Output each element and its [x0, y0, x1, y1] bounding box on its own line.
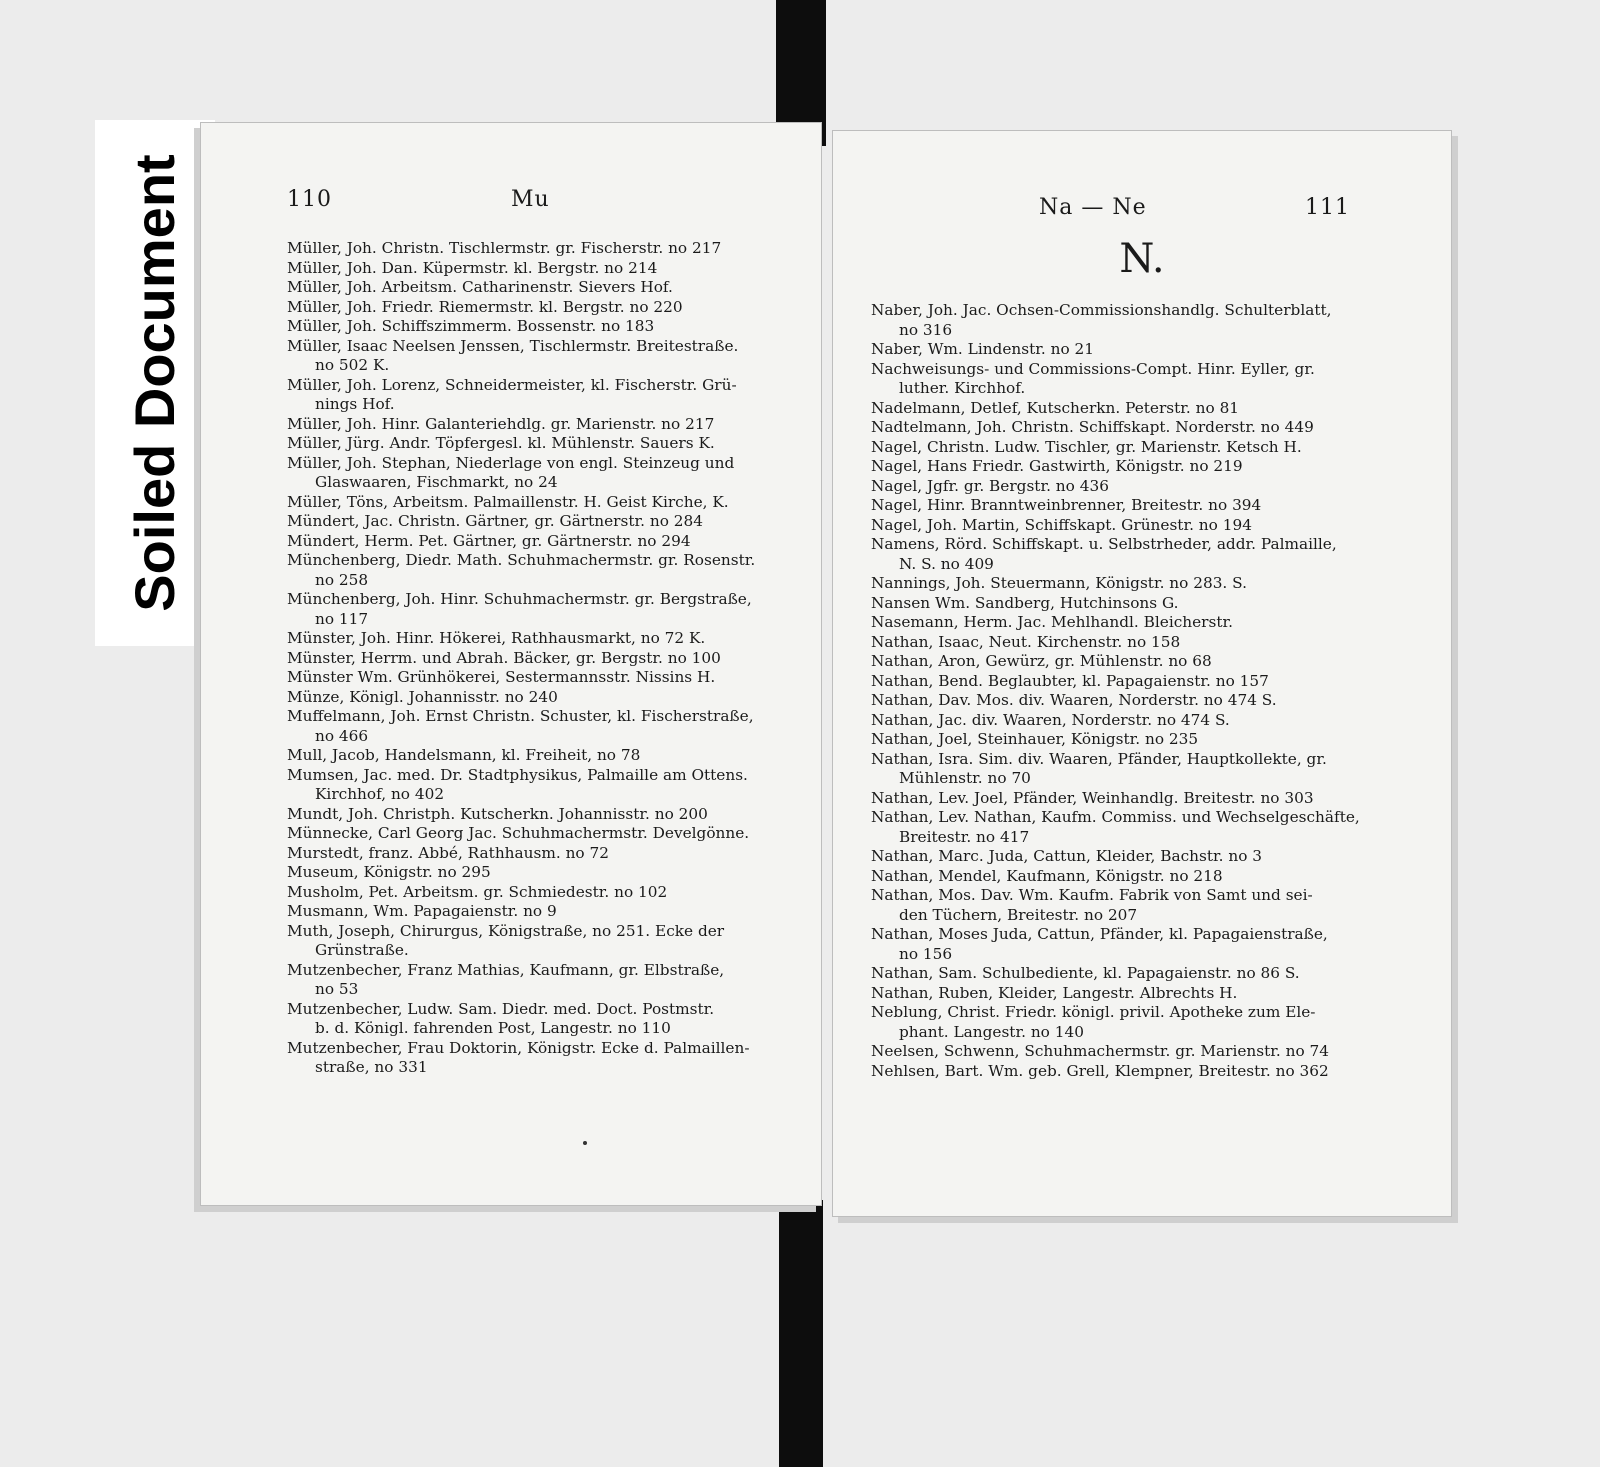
entry-line: Naber, Wm. Lindenstr. no 21 — [871, 340, 1094, 358]
entry-line: Müller, Töns, Arbeitsm. Palmaillenstr. H. Geist Kirche, K. — [287, 492, 729, 511]
directory-entry — [287, 688, 787, 708]
entry-line: Müller, Joh. Hinr. Galanteriehdlg. gr. Marienstr. no 217 — [287, 414, 715, 433]
directory-entry — [287, 844, 787, 864]
directory-entry — [871, 1003, 1371, 1042]
directory-entry — [287, 239, 787, 259]
directory-entry — [871, 691, 1371, 711]
directory-entry — [871, 438, 1371, 458]
entry-line: Nathan, Moses Juda, Cattun, Pfänder, kl. Papagaienstraße, — [871, 925, 1328, 943]
entry-line: Müller, Isaac Neelsen Jenssen, Tischlermstr. Breitestraße. — [287, 336, 739, 355]
directory-entry — [287, 863, 787, 883]
directory-entry — [871, 730, 1371, 750]
directory-entry — [871, 867, 1371, 887]
directory-entry — [871, 789, 1371, 809]
directory-entry — [871, 613, 1371, 633]
directory-entry — [871, 516, 1371, 536]
entry-line: Nadtelmann, Joh. Christn. Schiffskapt. Norderstr. no 449 — [871, 418, 1314, 436]
binding-strip-bottom — [779, 1200, 823, 1467]
soiled-document-stamp — [95, 120, 215, 646]
directory-entry — [871, 457, 1371, 477]
directory-entry — [871, 418, 1371, 438]
directory-entry — [287, 317, 787, 337]
entry-line: Mutzenbecher, Ludw. Sam. Diedr. med. Doct. Postmstr. — [287, 999, 715, 1018]
entry-continuation: no 117 — [315, 609, 369, 628]
entry-line: Nathan, Lev. Nathan, Kaufm. Commiss. und Wechselgeschäfte, — [871, 808, 1360, 826]
directory-entry — [871, 750, 1371, 789]
entry-continuation: no 316 — [899, 320, 953, 339]
entry-line: Nathan, Isaac, Neut. Kirchenstr. no 158 — [871, 632, 1181, 651]
entry-line: Naber, Joh. Jac. Ochsen-Commissionshandlg. Schulterblatt, — [871, 301, 1332, 319]
entry-line: Nathan, Ruben, Kleider, Langestr. Albrechts H. — [871, 983, 1238, 1002]
entry-continuation: no 53 — [315, 980, 359, 998]
directory-entry — [287, 824, 787, 844]
directory-entry — [287, 376, 787, 415]
entry-continuation: Mühlenstr. no 70 — [899, 769, 1031, 787]
entry-line: Müller, Joh. Friedr. Riemermstr. kl. Bergstr. no 220 — [287, 297, 683, 316]
entry-line: Mutzenbecher, Franz Mathias, Kaufmann, gr. Elbstraße, — [287, 960, 725, 979]
page-number-left: 110 — [287, 187, 332, 212]
entry-continuation: phant. Langestr. no 140 — [899, 1022, 1084, 1041]
directory-entry — [287, 337, 787, 376]
directory-entry — [287, 590, 787, 629]
directory-entry — [287, 629, 787, 649]
directory-entry — [871, 477, 1371, 497]
entry-line: Neblung, Christ. Friedr. königl. privil. Apotheke zum Ele- — [871, 1003, 1316, 1021]
entry-line: Nathan, Joel, Steinhauer, Königstr. no 235 — [871, 730, 1199, 748]
entry-line: Nathan, Bend. Beglaubter, kl. Papagaienstr. no 157 — [871, 671, 1269, 690]
directory-entry — [871, 340, 1371, 360]
directory-entry — [287, 454, 787, 493]
page-number-right: 111 — [1305, 195, 1350, 220]
entry-line: Musholm, Pet. Arbeitsm. gr. Schmiedestr. no 102 — [287, 882, 668, 901]
directory-entry — [871, 535, 1371, 574]
directory-entry — [287, 961, 787, 1000]
entry-line: Nansen Wm. Sandberg, Hutchinsons G. — [871, 593, 1179, 612]
entry-line: Müller, Joh. Stephan, Niederlage von engl. Steinzeug und — [287, 453, 735, 472]
entry-line: Müller, Joh. Arbeitsm. Catharinenstr. Sievers Hof. — [287, 278, 673, 296]
directory-entry — [871, 496, 1371, 516]
directory-entry — [287, 434, 787, 454]
directory-entry — [287, 493, 787, 513]
running-head-right: Na — Ne — [1039, 195, 1147, 220]
directory-entry — [871, 1042, 1371, 1062]
entry-continuation: b. d. Königl. fahrenden Post, Langestr. no 110 — [315, 1019, 671, 1037]
directory-entry — [287, 298, 787, 318]
entry-line: Nathan, Isra. Sim. div. Waaren, Pfänder, Hauptkollekte, gr. — [871, 749, 1327, 768]
entry-line: Nachweisungs- und Commissions-Compt. Hinr. Eyller, gr. — [871, 359, 1315, 378]
directory-entry — [287, 649, 787, 669]
entry-continuation: Glaswaaren, Fischmarkt, no 24 — [315, 473, 558, 491]
entry-line: Nathan, Jac. div. Waaren, Norderstr. no 474 S. — [871, 710, 1230, 729]
directory-entry — [287, 883, 787, 903]
entry-line: Münnecke, Carl Georg Jac. Schuhmachermstr. Develgönne. — [287, 824, 750, 842]
directory-entry — [871, 808, 1371, 847]
directory-entry — [871, 652, 1371, 672]
directory-entry — [871, 301, 1371, 340]
directory-entry — [871, 964, 1371, 984]
entry-line: Nagel, Jgfr. gr. Bergstr. no 436 — [871, 476, 1109, 495]
running-head-left: Mu — [511, 187, 550, 212]
directory-entry — [287, 278, 787, 298]
entry-line: Mündert, Jac. Christn. Gärtner, gr. Gärtnerstr. no 284 — [287, 512, 703, 530]
entry-line: Nadelmann, Detlef, Kutscherkn. Peterstr. no 81 — [871, 398, 1240, 417]
entry-line: Nathan, Mos. Dav. Wm. Kaufm. Fabrik von Samt und sei- — [871, 886, 1313, 904]
directory-entry — [287, 259, 787, 279]
entry-line: Nagel, Joh. Martin, Schiffskapt. Grünestr. no 194 — [871, 515, 1252, 534]
entry-line: Nathan, Marc. Juda, Cattun, Kleider, Bachstr. no 3 — [871, 847, 1263, 865]
directory-entry — [871, 399, 1371, 419]
directory-entry — [287, 707, 787, 746]
directory-entry — [287, 766, 787, 805]
directory-entry — [871, 984, 1371, 1004]
entry-continuation: no 466 — [315, 726, 369, 745]
entry-line: Münchenberg, Diedr. Math. Schuhmachermstr. gr. Rosenstr. — [287, 551, 756, 569]
entry-line: Müller, Joh. Schiffszimmerm. Bossenstr. no 183 — [287, 317, 655, 335]
entry-line: Muffelmann, Joh. Ernst Christn. Schuster, kl. Fischerstraße, — [287, 707, 754, 725]
entry-continuation: N. S. no 409 — [899, 554, 994, 573]
directory-entries-right — [871, 301, 1371, 1081]
entry-line: Müller, Jürg. Andr. Töpfergesl. kl. Mühlenstr. Sauers K. — [287, 434, 715, 452]
entry-continuation: Kirchhof, no 402 — [315, 785, 445, 803]
entry-continuation: Grünstraße. — [315, 941, 409, 959]
entry-line: Nathan, Aron, Gewürz, gr. Mühlenstr. no 68 — [871, 652, 1212, 670]
directory-entry — [287, 902, 787, 922]
entry-line: Nagel, Hinr. Branntweinbrenner, Breitestr. no 394 — [871, 496, 1262, 514]
section-letter: N. — [1119, 236, 1165, 282]
directory-entries-left — [287, 239, 787, 1078]
entry-line: Nasemann, Herm. Jac. Mehlhandl. Bleicherstr. — [871, 613, 1233, 631]
directory-entry — [287, 1000, 787, 1039]
entry-continuation: straße, no 331 — [315, 1058, 428, 1076]
entry-continuation: luther. Kirchhof. — [899, 379, 1026, 397]
directory-entry — [287, 746, 787, 766]
directory-entry — [871, 360, 1371, 399]
directory-entry — [871, 633, 1371, 653]
entry-line: Münze, Königl. Johannisstr. no 240 — [287, 687, 558, 706]
entry-line: Nathan, Dav. Mos. div. Waaren, Norderstr. no 474 S. — [871, 691, 1277, 709]
directory-entry — [871, 574, 1371, 594]
entry-line: Museum, Königstr. no 295 — [287, 863, 491, 881]
directory-entry — [871, 925, 1371, 964]
entry-line: Münster, Herrm. und Abrah. Bäcker, gr. Bergstr. no 100 — [287, 648, 721, 667]
entry-line: Nagel, Hans Friedr. Gastwirth, Königstr. no 219 — [871, 457, 1243, 475]
entry-line: Nathan, Mendel, Kaufmann, Königstr. no 218 — [871, 866, 1223, 885]
directory-entry — [287, 1039, 787, 1078]
entry-line: Münchenberg, Joh. Hinr. Schuhmachermstr. gr. Bergstraße, — [287, 590, 752, 608]
entry-continuation: Breitestr. no 417 — [899, 827, 1030, 846]
directory-entry — [287, 668, 787, 688]
entry-continuation: no 258 — [315, 570, 369, 589]
directory-entry — [287, 805, 787, 825]
entry-line: Neelsen, Schwenn, Schuhmachermstr. gr. Marienstr. no 74 — [871, 1042, 1329, 1060]
directory-entry — [287, 415, 787, 435]
right-page — [832, 130, 1452, 1217]
entry-continuation: nings Hof. — [315, 395, 395, 413]
directory-entry — [871, 672, 1371, 692]
entry-line: Nathan, Sam. Schulbediente, kl. Papagaienstr. no 86 S. — [871, 964, 1300, 982]
entry-line: Namens, Rörd. Schiffskapt. u. Selbstrheder, addr. Palmaille, — [871, 535, 1337, 553]
entry-line: Mündert, Herm. Pet. Gärtner, gr. Gärtnerstr. no 294 — [287, 531, 691, 550]
entry-line: Murstedt, franz. Abbé, Rathhausm. no 72 — [287, 843, 609, 862]
entry-line: Musmann, Wm. Papagaienstr. no 9 — [287, 902, 557, 920]
directory-entry — [287, 512, 787, 532]
entry-line: Nehlsen, Bart. Wm. geb. Grell, Klempner, Breitestr. no 362 — [871, 1061, 1329, 1080]
left-page — [200, 122, 822, 1206]
directory-entry — [871, 886, 1371, 925]
entry-line: Münster Wm. Grünhökerei, Sestermannsstr. Nissins H. — [287, 668, 716, 686]
entry-line: Nathan, Lev. Joel, Pfänder, Weinhandlg. Breitestr. no 303 — [871, 788, 1314, 807]
entry-continuation: den Tüchern, Breitestr. no 207 — [899, 905, 1138, 924]
entry-line: Nannings, Joh. Steuermann, Königstr. no 283. S. — [871, 574, 1247, 592]
entry-line: Nagel, Christn. Ludw. Tischler, gr. Marienstr. Ketsch H. — [871, 437, 1302, 456]
directory-entry — [287, 922, 787, 961]
directory-entry — [871, 711, 1371, 731]
directory-entry — [871, 1062, 1371, 1082]
entry-line: Müller, Joh. Christn. Tischlermstr. gr. Fischerstr. no 217 — [287, 239, 722, 257]
entry-line: Müller, Joh. Dan. Küpermstr. kl. Bergstr. no 214 — [287, 258, 658, 277]
entry-continuation: no 502 K. — [315, 356, 390, 374]
entry-continuation: no 156 — [899, 944, 953, 963]
entry-line: Mutzenbecher, Frau Doktorin, Königstr. Ecke d. Palmaillen- — [287, 1038, 750, 1057]
entry-line: Mumsen, Jac. med. Dr. Stadtphysikus, Palmaille am Ottens. — [287, 765, 748, 784]
entry-line: Muth, Joseph, Chirurgus, Königstraße, no 251. Ecke der — [287, 921, 725, 940]
directory-entry — [871, 847, 1371, 867]
ink-speck — [583, 1141, 587, 1145]
entry-line: Mull, Jacob, Handelsmann, kl. Freiheit, no 78 — [287, 746, 641, 764]
entry-line: Müller, Joh. Lorenz, Schneidermeister, kl. Fischerstr. Grü- — [287, 375, 737, 394]
entry-line: Mundt, Joh. Christph. Kutscherkn. Johannisstr. no 200 — [287, 804, 708, 823]
stamp-label: Soiled Document — [123, 154, 186, 612]
entry-line: Münster, Joh. Hinr. Hökerei, Rathhausmarkt, no 72 K. — [287, 629, 706, 647]
directory-entry — [871, 594, 1371, 614]
directory-entry — [287, 551, 787, 590]
directory-entry — [287, 532, 787, 552]
